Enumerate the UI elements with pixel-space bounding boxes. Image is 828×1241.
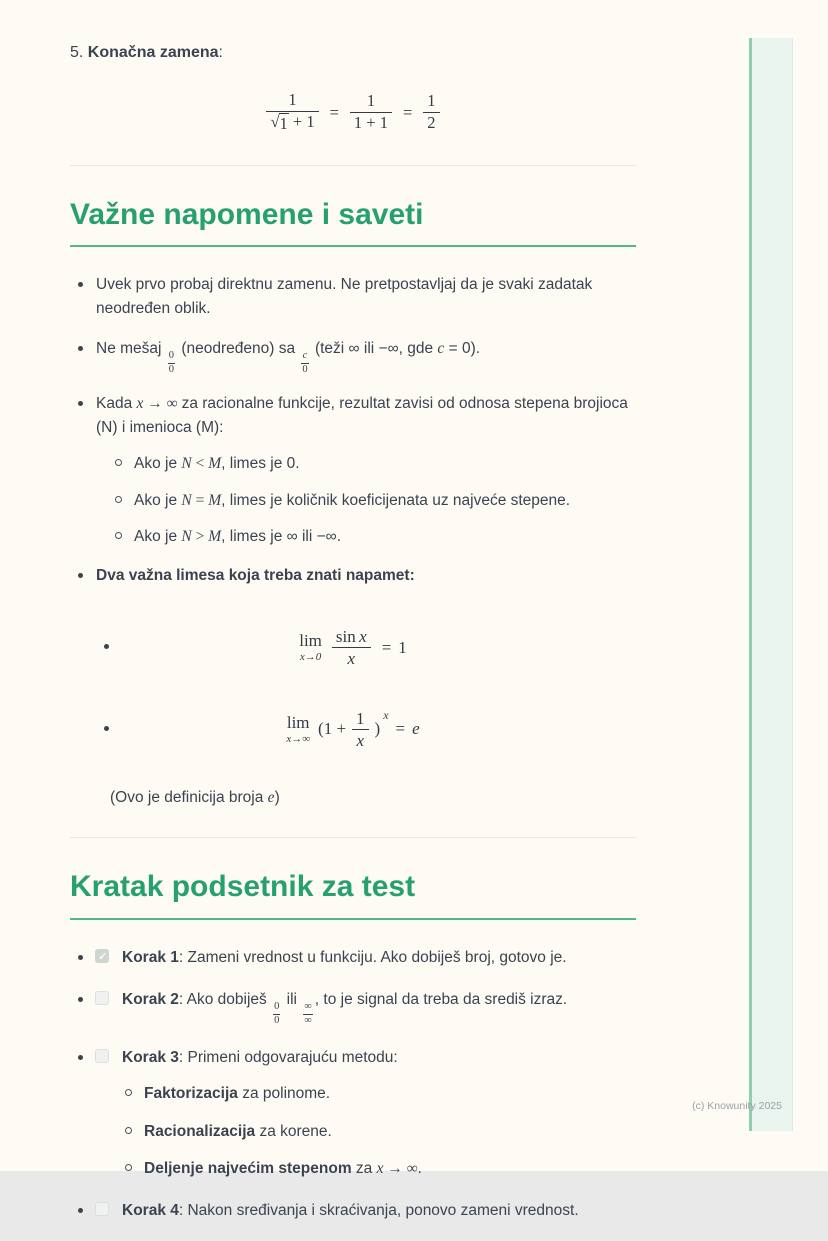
step-text: : Nakon sređivanja i skraćivanja, ponovo zameni vrednost.	[178, 1202, 579, 1220]
checkbox-korak-2[interactable]	[95, 991, 109, 1005]
math-operator: >	[191, 527, 209, 545]
fraction-sqrt	[266, 90, 318, 134]
radical-sign: √	[270, 112, 280, 132]
euler-number: e	[412, 719, 420, 739]
step-label: Korak 2	[122, 990, 179, 1008]
method-text: za polinome.	[237, 1085, 331, 1103]
case-text: , limes je ∞ ili −∞.	[221, 527, 342, 545]
checklist	[70, 946, 636, 1223]
case-item-n-equals-m	[110, 489, 636, 512]
bullet-text: (teži ∞ ili −∞, gde	[310, 340, 438, 358]
math-variable-m: M	[208, 527, 222, 545]
fraction-denominator: x	[332, 647, 371, 669]
bullet-text: Uvek prvo probaj direktnu zamenu. Ne pretpostavljaj da je svaki zadatak neodređen oblik.	[96, 276, 593, 318]
step-number: 5.	[70, 44, 84, 61]
small-fraction-denominator: ∞	[304, 1014, 312, 1026]
bullet-text: Kada	[96, 395, 137, 413]
bullet-title: Dva važna limesa koja treba znati napamet:	[96, 567, 415, 585]
fraction-zero-over-zero	[273, 1001, 280, 1027]
case-item-n-less-m	[110, 452, 636, 475]
step-text: : Zameni vrednost u funkciju. Ako dobiješ broj, gotovo je.	[178, 948, 567, 966]
math-variable-n: N	[181, 527, 192, 545]
final-step-item	[70, 0, 636, 64]
case-item-n-greater-m	[110, 525, 636, 548]
fraction-result	[423, 91, 439, 133]
small-fraction-denominator: 0	[274, 1014, 280, 1026]
case-text: Ako je	[134, 491, 182, 509]
math-variable-m: M	[208, 491, 222, 509]
checkbox-korak-3[interactable]	[95, 1049, 109, 1063]
checkbox-korak-1[interactable]	[95, 949, 109, 963]
step-label: Korak 4	[122, 1202, 179, 1220]
notes-list	[70, 273, 636, 588]
case-list	[96, 452, 636, 548]
checklist-item-korak-3	[70, 1046, 636, 1180]
bullet-text: za racionalne funkcije, rezultat zavisi od odnosa stepena brojioca (N) i imenioca (M):	[96, 395, 628, 437]
limit-formula-sine	[70, 626, 636, 670]
bullet-zero-forms	[70, 337, 636, 376]
math-variable-x: x	[136, 395, 144, 413]
fraction-numerator: 1	[366, 91, 376, 111]
small-fraction-numerator: 0	[168, 350, 175, 362]
limit-operator	[299, 632, 322, 663]
square-root	[270, 113, 288, 135]
open-paren-expression: (1 +	[318, 719, 347, 739]
lim-word: lim	[299, 631, 322, 651]
checklist-item-korak-4	[70, 1199, 636, 1222]
step-text: , to je signal da treba da središ izraz.	[314, 990, 568, 1008]
math-arrow-infinity: → ∞	[143, 395, 182, 413]
equals-sign: =	[395, 719, 406, 739]
small-fraction-numerator: c	[302, 350, 308, 362]
small-fraction-numerator: 0	[274, 1000, 280, 1012]
section-title-checklist: Kratak podsetnik za test	[70, 868, 636, 920]
case-text: , limes je količnik koeficijenata uz najveće stepene.	[221, 491, 571, 509]
denominator-rest: + 1	[292, 112, 315, 132]
decorative-side-strip	[749, 38, 793, 1131]
radicand: 1	[279, 114, 288, 134]
small-fraction-denominator: 0	[168, 363, 175, 375]
method-list	[106, 1082, 636, 1180]
lim-word: lim	[286, 712, 310, 732]
checkbox-korak-4[interactable]	[95, 1202, 109, 1216]
bullet-text: = 0).	[444, 340, 481, 358]
math-formula-euler-limit	[70, 708, 636, 752]
euler-note	[110, 789, 636, 807]
equals-sign: =	[381, 637, 392, 657]
step-text: : Primeni odgovarajuću metodu:	[178, 1049, 398, 1067]
fraction-denominator: x	[352, 729, 369, 751]
fraction-zero-over-zero	[168, 350, 175, 376]
case-text: , limes je 0.	[221, 455, 300, 473]
watermark: (c) Knowunity 2025	[692, 1100, 782, 1112]
math-variable-c: c	[437, 340, 445, 358]
case-text: Ako je	[134, 527, 182, 545]
step-colon: :	[218, 44, 223, 61]
method-item-racionalizacija	[120, 1120, 636, 1143]
close-paren: )	[374, 719, 381, 739]
method-item-faktorizacija	[120, 1082, 636, 1105]
method-text: za	[351, 1159, 377, 1177]
limit-formula-euler	[70, 708, 636, 752]
math-formula-sine-limit	[70, 626, 636, 670]
step-label: Korak 3	[122, 1049, 179, 1067]
bullet-text: (neodređeno) sa	[177, 340, 300, 358]
math-variable-m: M	[208, 455, 222, 473]
math-variable-x: x	[376, 1159, 384, 1177]
math-operator: <	[191, 455, 209, 473]
fraction-denominator: 2	[423, 112, 439, 134]
bullet-important-limits	[70, 564, 636, 588]
step-title: Konačna zamena	[87, 44, 219, 61]
math-arrow-infinity: → ∞.	[383, 1159, 422, 1177]
fraction-numerator: 1	[288, 90, 297, 110]
math-operator: =	[191, 491, 209, 509]
math-variable-x: x	[359, 627, 367, 647]
function-sin: sin	[335, 627, 356, 647]
important-limits-list	[70, 626, 636, 751]
exponent-x: x	[383, 707, 389, 722]
section-divider	[70, 837, 636, 838]
lim-subscript: x→0	[299, 651, 322, 664]
small-fraction-numerator: ∞	[304, 1000, 312, 1012]
method-text: za korene.	[255, 1122, 332, 1140]
section-divider	[70, 165, 636, 166]
math-variable-n: N	[181, 491, 192, 509]
note-text: (Ovo je definicija broja	[110, 789, 268, 807]
math-formula-final-substitution	[70, 90, 636, 134]
fraction-c-over-zero	[301, 350, 308, 376]
bullet-text: Ne mešaj	[96, 340, 166, 358]
fraction-numerator: 1	[356, 708, 365, 728]
fraction-simplified	[350, 91, 392, 133]
limit-operator	[286, 714, 310, 745]
equals-sign: =	[329, 102, 339, 122]
step-label: Korak 1	[122, 948, 179, 966]
method-item-deljenje-stepenom	[120, 1157, 636, 1180]
lim-subscript: x→∞	[286, 732, 311, 745]
note-text: )	[274, 789, 280, 807]
small-fraction-denominator: 0	[302, 363, 308, 375]
checklist-item-korak-1	[70, 946, 636, 969]
case-text: Ako je	[134, 455, 182, 473]
method-name: Racionalizacija	[144, 1122, 256, 1140]
fraction-numerator: 1	[427, 91, 436, 111]
limit-value: 1	[398, 637, 407, 657]
step-text: ili	[282, 990, 302, 1008]
fraction-denominator	[266, 111, 318, 135]
step-text: : Ako dobiješ	[178, 990, 272, 1008]
fraction-denominator: 1 + 1	[350, 112, 392, 134]
fraction-sinx-over-x	[332, 626, 371, 670]
fraction-numerator	[332, 626, 371, 647]
section-title-notes: Važne napomene i saveti	[70, 196, 636, 248]
fraction-inf-over-inf	[303, 1001, 313, 1027]
page-content	[70, 0, 636, 1241]
math-variable-n: N	[181, 455, 192, 473]
equals-sign: =	[402, 102, 413, 122]
method-name: Faktorizacija	[144, 1085, 238, 1103]
bullet-direct-substitution	[70, 273, 636, 321]
fraction-one-over-x	[352, 708, 369, 752]
bullet-rational-functions	[70, 392, 636, 548]
checklist-item-korak-2	[70, 988, 636, 1027]
method-name: Deljenje najvećim stepenom	[144, 1159, 352, 1177]
math-variable-e: e	[267, 789, 275, 807]
